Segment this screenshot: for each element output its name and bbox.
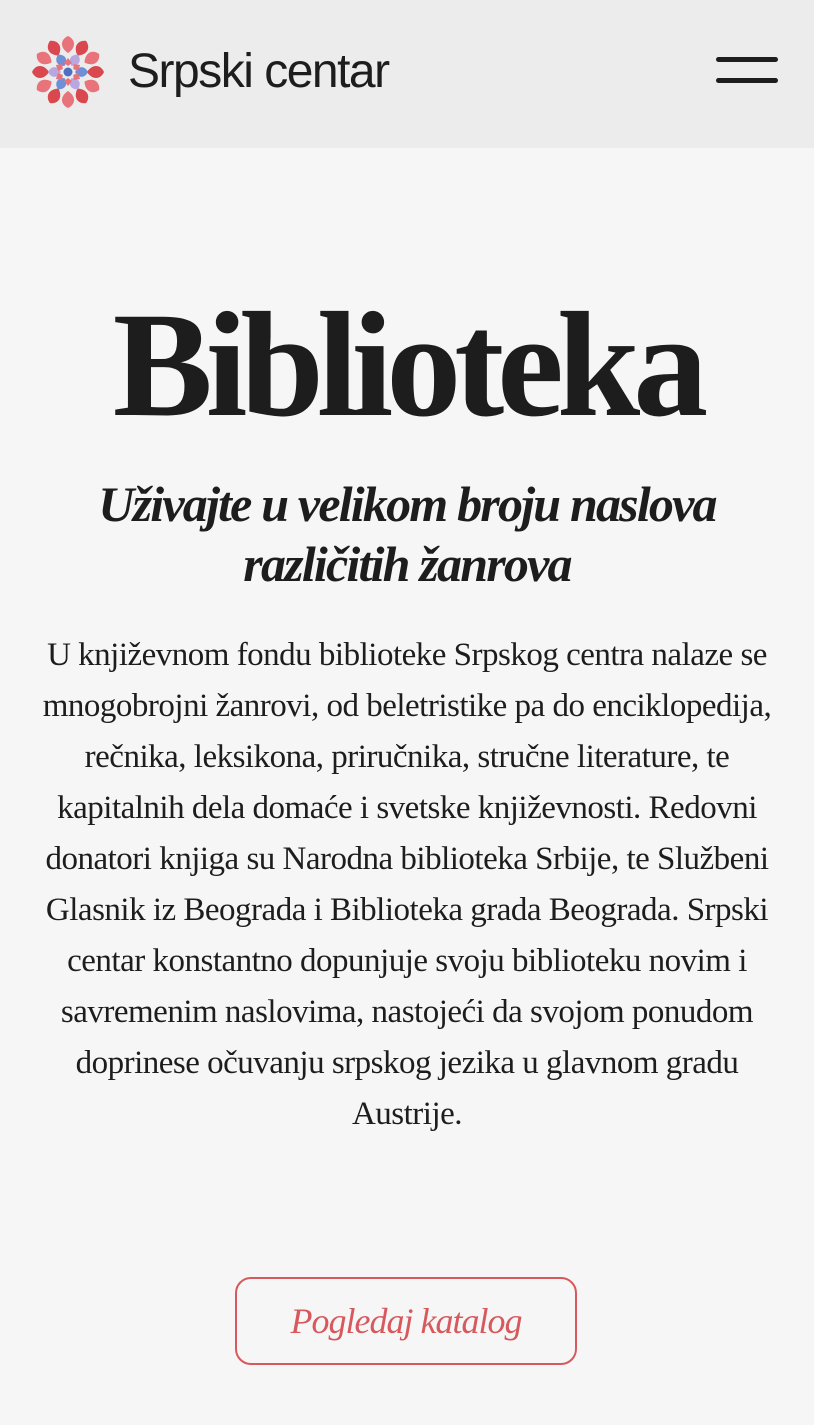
logo-outer-petal	[87, 66, 104, 78]
logo-outer-petal	[62, 36, 74, 53]
view-catalog-button[interactable]: Pogledaj katalog	[235, 1277, 577, 1365]
hamburger-menu-icon-bar	[716, 57, 778, 62]
hamburger-menu-icon-bar	[716, 78, 778, 83]
brand-name[interactable]: Srpski centar	[128, 45, 389, 98]
logo-center-dot	[64, 68, 73, 77]
ornament-logo-icon[interactable]	[30, 34, 106, 110]
site-header	[0, 0, 814, 148]
page-title: Biblioteka	[112, 282, 702, 448]
logo-outer-petal	[32, 66, 49, 78]
logo-outer-petal	[62, 91, 74, 108]
page-subtitle: Uživajte u velikom broju naslova različitih žanrova	[98, 476, 716, 592]
hamburger-menu-button[interactable]	[708, 48, 786, 96]
library-description: U književnom fondu biblioteke Srpskog centra nalaze se mnogobrojni žanrovi, od beletristike pa do enciklopedija, rečnika, leksikona, priručnika, stručne literature, te kapitalnih dela domaće i svetske književnosti. Redovni donatori knjiga su Narodna biblioteka Srbije, te Službeni Glasnik iz Beograda i Biblioteka grada Beograda. Srpski centar konstantno dopunjuje svoju biblioteku novim i savremenim naslovima, nastojeći da svojom ponudom doprinese očuvanju srpskog jezika u glavnom gradu Austrije.	[42, 637, 772, 1132]
